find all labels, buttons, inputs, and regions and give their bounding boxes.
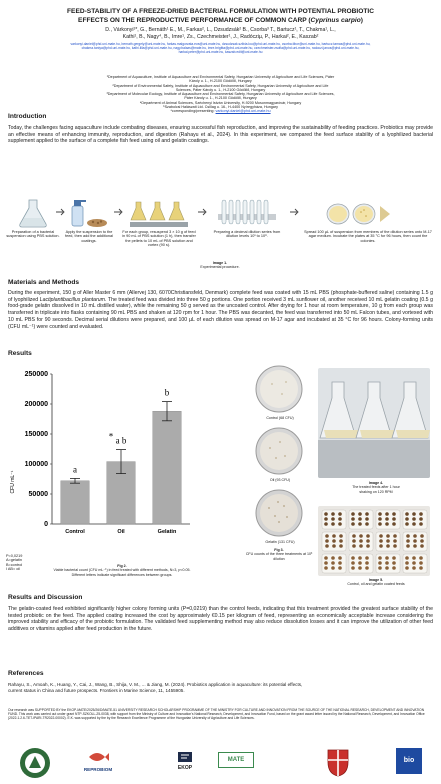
feed-pellet: [366, 539, 370, 543]
feed-pellet: [352, 539, 356, 543]
reprobiom-logo: REPROBIOM: [78, 748, 118, 772]
feed-pellet: [365, 512, 369, 516]
feed-pellet: [392, 522, 396, 526]
step-2-text: Apply the suspension to the feed, then add the additional coatings.: [65, 230, 113, 243]
image-5-caption: Image 5. Control, oil and gelatin coated feeds: [347, 578, 405, 587]
feed-pellet: [358, 561, 362, 565]
feed-pellet: [393, 544, 397, 548]
feed-pellet: [419, 522, 423, 526]
feed-pellet: [338, 556, 342, 560]
y-tick-label: 0: [44, 521, 48, 528]
feed-pellet: [351, 566, 355, 570]
experimental-procedure-figure: [4, 196, 437, 254]
feed-pellet: [419, 561, 423, 565]
bar-control: [61, 481, 90, 524]
feed-pellet: [365, 522, 369, 526]
feed-pellet: [365, 517, 369, 521]
author-list: D., Várkonyi¹*, G., Bernáth¹ E., M., Farkas², L., Dzsudzsák² B., Csorba³ T., Bartucz¹, T., Chakma¹, L., Kathi¹, B., Nagy⁴, B., Imre¹, Zs., Czechmeister¹, J., Radócziµ, P., Harkai², E., Kaszab²: [105, 27, 336, 40]
feed-pellet: [385, 556, 389, 560]
feed-pellet: [413, 539, 417, 543]
feed-pellet: [412, 561, 416, 565]
title-line-1: FEED-STABILITY OF A FREEZE-DRIED BACTERIAL FORMULATION WITH POTENTIAL PROBIOTIC: [67, 8, 374, 15]
feed-pellet: [366, 544, 370, 548]
plate-label-gelatin: Gelatin (131 CFU): [265, 540, 295, 544]
feed-pellet: [351, 517, 355, 521]
feed-pellet: [393, 539, 397, 543]
references-heading: References: [8, 670, 44, 677]
arrow-right-icon: [198, 208, 208, 216]
arrow-right-icon: [114, 208, 124, 216]
feed-pellet: [352, 534, 356, 538]
feed-pellet: [405, 517, 409, 521]
coated-feeds-photo: [318, 506, 430, 576]
feed-pellet: [412, 517, 416, 521]
feed-pellet: [366, 534, 370, 538]
feed-pellet: [413, 534, 417, 538]
feed-pellet: [325, 544, 329, 548]
step-3-text: For each group, resuspend 3 × 10 g of feed in 90 mL of PBS solution (1 h), then transfer the pellets to 10 mL of PBS solution and vortex (90 s).: [122, 230, 196, 248]
cfu-bar-chart: [4, 364, 194, 540]
step-4-text: Preparing a decimal dilution series from dilution levels 10¹ to 10⁸.: [213, 230, 281, 239]
feed-pellet: [358, 517, 362, 521]
feed-pellet: [324, 566, 328, 570]
feed-pellet: [331, 556, 335, 560]
feed-pellet: [386, 539, 390, 543]
feed-pellet: [324, 561, 328, 565]
feed-pellet: [393, 534, 397, 538]
y-tick-label: 100000: [24, 461, 48, 468]
y-axis-label: CFU mL⁻¹: [10, 470, 16, 494]
y-tick-label: 50000: [28, 491, 48, 498]
feed-pellet: [405, 556, 409, 560]
author-emails[interactable]: varkonyi.daniel@phd.uni-mate.hu, bernath.gergely@uni-mate.hu, farkas.malgorzata.eva@uni-mate.hu, dzsudzsak.szilvia.lou@phd.uni-mate.hu, csorba.tibor@uni-mate.hu, bartucz.tamas@phd.uni-mate.hu, chakma.taniya@phd.uni-mate.hu, kathi.lilla@phd.uni-mate.hu, nagy.balazs@mate.hu, imre.brigitta@phd.uni-mate.hu, czechmeister.zsofia@phd.uni-mate.hu, radoczi.janos@phd.uni-mate.hu, harkai.peter@phd.uni-mate.hu, kaszab.edit@uni-mate.hu: [70, 42, 371, 54]
introduction-heading: Introduction: [8, 113, 47, 120]
feed-pellet: [351, 561, 355, 565]
reference-1: Rahayu, S., Amoah, K., Huang, Y., Cai, J., Wang, B., Shija, V. M., ... & Jiang, M. (2024). Probiotics application in aquaculture: its potential effects, current status in China and future prospects. Frontiers in Marine Science, 11, 1455905.: [8, 682, 303, 693]
feed-pellet: [405, 512, 409, 516]
asterisk-mark: *: [108, 431, 114, 442]
feed-pellet: [413, 544, 417, 548]
feed-pellet: [325, 534, 329, 538]
y-tick-label: 200000: [24, 401, 48, 408]
feed-pellet: [412, 512, 416, 516]
feed-pellet: [378, 522, 382, 526]
feed-pellet: [365, 566, 369, 570]
feed-pellet: [331, 517, 335, 521]
test-tubes-icon: [216, 198, 278, 228]
feed-pellet: [352, 544, 356, 548]
fig-2-caption: Fig 2. Viable bacterial count (CFU mL⁻¹) in feed treated with different methods, N=3, p<0.05. Different letters indicate significant differences between groups.: [53, 564, 191, 577]
feed-pellet: [419, 566, 423, 570]
feed-pellet: [339, 544, 343, 548]
feed-pellet: [392, 561, 396, 565]
methods-text: During the experiment, 150 g of Aller Master 6 mm (Allervej 130, 6070Christiansfeld, Denmark) complete feed was coated with 15 mL PBS (phosphate-buffered saline) containing 1.5 g of lyophilized Lactiplantibacillus plantarum. The treated feed was divided into three 50 g portions. One portion received 3 mL sunflower oil, another received 10 mL gelatin coating (0.5 g food-grade gelatin dissolved in 10 mL distilled water), while the remaining 50 g served as the uncoated control. After drying for 1 hour at room temperature, 10 g from each group was transferred in triplicate into flasks containing 90 mL PBS and shaken at 120 rpm for 1 hour. The PBS was decanted, the feed was transferred into 50 mL Falcon tubes, and vortexed with 10 mL PBS for 90 seconds. Decimal serial dilutions were prepared, and 100 µL of each dilution was spread on M-17 agar and incubated at 35 °C for 96 hours. Colony-forming units (CFU mL⁻¹) were counted and evaluated.: [8, 290, 434, 330]
arrow-right-icon: [56, 208, 66, 216]
spray-bottle-icon: [68, 196, 108, 228]
feed-pellet: [406, 544, 410, 548]
petri-plate-gelatin-image: [254, 488, 304, 538]
title-line-2: EFFECTS ON THE REPRODUCTIVE PERFORMANCE OF COMMON CARP (Cyprinus carpio): [78, 16, 363, 24]
feed-pellet: [385, 522, 389, 526]
feed-pellet: [324, 522, 328, 526]
feed-pellet: [338, 522, 342, 526]
feed-pellet: [339, 534, 343, 538]
fig-3-caption: Fig 3. CFU counts of the three treatments at 10³ dilution: [245, 548, 313, 561]
fish-icon: [87, 748, 109, 766]
step-1-text: Preparation of a bacterial suspension using PBS solution.: [6, 230, 60, 239]
significance-letter: a: [73, 464, 77, 475]
feed-pellet: [338, 561, 342, 565]
feed-pellet: [365, 556, 369, 560]
feed-pellet: [385, 561, 389, 565]
corresponding-author: *corresponding/presenting: varkonyi.daniel@phd.uni-mate.hu: [170, 109, 271, 114]
shaken-flasks-photo: [318, 368, 430, 478]
bar-gelatin: [153, 411, 182, 524]
feed-pellet: [379, 534, 383, 538]
chart-bars: [61, 388, 182, 535]
feed-pellet: [386, 534, 390, 538]
feed-pellet: [358, 512, 362, 516]
feed-pellet: [378, 566, 382, 570]
feed-pellet: [324, 556, 328, 560]
x-tick-label: Gelatin: [157, 529, 177, 535]
feed-pellet: [392, 566, 396, 570]
feed-pellet: [324, 512, 328, 516]
petri-dish-icon: [324, 200, 394, 226]
results-heading: Results: [8, 350, 32, 357]
feed-pellet: [419, 512, 423, 516]
feed-pellet: [332, 534, 336, 538]
feed-pellet: [406, 539, 410, 543]
feed-pellet: [359, 534, 363, 538]
step-5-text: Spread 100 µL of suspension from members of the dilution series onto M-17 agar medium. Incubate the plates at 35 °C for 96 hours, then count the colonies.: [304, 230, 432, 243]
discussion-heading: Results and Discussion: [8, 594, 83, 601]
ekop-mark-icon: [176, 750, 194, 764]
affiliations: ¹Department of Aquaculture, Institute of Aquaculture and Environmental Safety, Hungarian University of Agriculture and Life Sciences, Páter Károly u. 1., H-2100 Gödöllő, Hungary ²Department of Environmental Safety, Institute of Aquaculture and Environmental Safety, Hungarian University of Agriculture and Life Sciences, Páter Károly u. 1., H-2100 Gödöllő, Hungary ³Department of Molecular Ecology, Institute of Aquaculture and Environmental Safety, Hungarian University of Agriculture and Life Sciences, Páter Károly u. 1., H-2100 Gödöllő, Hungary ⁴Department of Animal Sciences, Széchenyi István University, H-9200 Mosonmagyaróvár, Hungary ⁵Szabolcsi Halászati Ltd. Csillag u. 16., H-4400 Nyíregyháza, Hungary *corresponding/presenting: varkonyi.daniel@phd.uni-mate.hu: [10, 75, 431, 114]
feed-pellet: [378, 561, 382, 565]
feed-pellet: [405, 566, 409, 570]
feed-pellet: [405, 561, 409, 565]
feed-pellet: [351, 556, 355, 560]
stats-legend: P=0,0219 A=gelatin B=control I AB= oil: [6, 554, 23, 572]
feed-pellet: [358, 556, 362, 560]
feed-pellet: [419, 556, 423, 560]
feed-pellet: [385, 512, 389, 516]
plate-label-oil: Oil (93 CFU): [269, 478, 291, 482]
feed-pellet: [351, 512, 355, 516]
feed-pellet: [332, 539, 336, 543]
petri-plate-control-image: [254, 364, 304, 414]
petri-plate-oil-image: [254, 426, 304, 476]
poster-title: [10, 8, 431, 25]
feed-pellet: [325, 539, 329, 543]
feed-pellet: [332, 544, 336, 548]
university-logo: [18, 746, 52, 780]
feed-pellet: [351, 522, 355, 526]
significance-letter: a b: [115, 435, 127, 446]
feed-pellet: [385, 566, 389, 570]
feed-pellet: [392, 556, 396, 560]
image-4-caption: Image 4. The treated feeds after 1 hour shaking on 120 RPM: [352, 481, 400, 494]
feed-pellet: [392, 512, 396, 516]
feed-pellet: [331, 561, 335, 565]
feed-pellet: [365, 561, 369, 565]
feed-pellet: [392, 517, 396, 521]
x-tick-label: Control: [65, 529, 85, 535]
acknowledgement-text: Our research was SUPPORTED BY the EKOP-MATE/2025/26/D/MATE-51 UNIVERSITY RESEARCH SCHOLARSHIP PROGRAMME OF THE MINISTRY FOR CULTURE AND INNOVATION FROM THE SOURCE OF THE NATIONAL RESEARCH, DEVELOPMENT AND INNOVATION FUND. This work was carried out under grant NTP-SZKOLL-25-0038, with support from the Ministry of Culture and Innovation’s National Research, Development, and Innovation Fund, based on the grant award letter issued by the National Research, Development, and Innovation Office (2022-1.2.6-TET-IPARI-TR2022-00002). E.K. was supported by the by the Research Excellence Programme of the Hungarian University of Agriculture and Life Sciences.: [8, 708, 425, 720]
feed-pellet: [406, 534, 410, 538]
logo-strip: [0, 744, 441, 784]
mate-logo: MATE: [218, 752, 254, 768]
feed-pellet: [379, 539, 383, 543]
feed-pellet: [338, 512, 342, 516]
feed-pellet: [420, 534, 424, 538]
arrow-right-icon: [290, 208, 300, 216]
feed-pellet: [358, 566, 362, 570]
significance-letter: b: [164, 387, 170, 398]
feed-pellet: [338, 566, 342, 570]
plate-column: [250, 364, 310, 574]
crest-logo: [324, 746, 352, 778]
feed-pellet: [339, 539, 343, 543]
feed-pellet: [378, 556, 382, 560]
flasks-icon: [128, 196, 190, 228]
feed-pellet: [359, 539, 363, 543]
feed-pellet: [378, 512, 382, 516]
introduction-text: Today, the challenges facing aquaculture include combating diseases, ensuring successful fish reproduction, and improving the sustainability of feeding practices. Probiotics may provide an effective means of enhancing immunity, reproduction, and digestion (Rahayu et al., 2024). In this experiment, we compared the feed surface stability of a lyophilized bacterial supplement applied to the surface of a complete fish feed using oil and gelatin coatings.: [8, 125, 433, 145]
feed-pellet: [359, 544, 363, 548]
methods-heading: Materials and Methods: [8, 279, 80, 286]
feed-pellet: [419, 517, 423, 521]
flask-icon: [16, 198, 50, 228]
feed-pellet: [338, 517, 342, 521]
feed-pellet: [386, 544, 390, 548]
feed-pellet: [358, 522, 362, 526]
y-tick-label: 150000: [24, 431, 48, 438]
feed-pellet: [331, 566, 335, 570]
plate-label-control: Control (68 CFU): [266, 416, 294, 420]
feed-pellet: [412, 556, 416, 560]
feed-pellet: [405, 522, 409, 526]
feed-pellet: [331, 522, 335, 526]
image-1-caption: Image 1. Experimental procedure.: [200, 261, 240, 270]
feed-pellet: [412, 522, 416, 526]
feed-pellet: [379, 544, 383, 548]
bio-logo: bio: [396, 748, 422, 774]
x-tick-label: Oil: [117, 529, 125, 535]
feed-pellet: [385, 517, 389, 521]
feed-pellet: [378, 517, 382, 521]
feed-pellet: [412, 566, 416, 570]
feed-pellet: [420, 544, 424, 548]
feed-pellet: [331, 512, 335, 516]
corresponding-email-link[interactable]: varkonyi.daniel@phd.uni-mate.hu: [215, 109, 271, 114]
y-tick-label: 250000: [24, 371, 48, 378]
feed-pellet: [420, 539, 424, 543]
discussion-text: The gelatin-coated feed exhibited significantly higher colony forming units (P=0,0219) than the control feeds, indicating that this treatment provided the greatest surface stability of the tested probiotic on the feed. The applied coating increased the cost by approximately €0.15 per kilogram of feed, representing an economically acceptable increase considering the improved stability and efficacy of the probiotic formulation. The validated feed supplementing method may also reduce dissolution losses and it can improve the utilization of other feed additives or vitamins applied after feed production in the future.: [8, 606, 433, 633]
ekop-logo: EKOP: [170, 750, 200, 771]
feed-pellet: [324, 517, 328, 521]
